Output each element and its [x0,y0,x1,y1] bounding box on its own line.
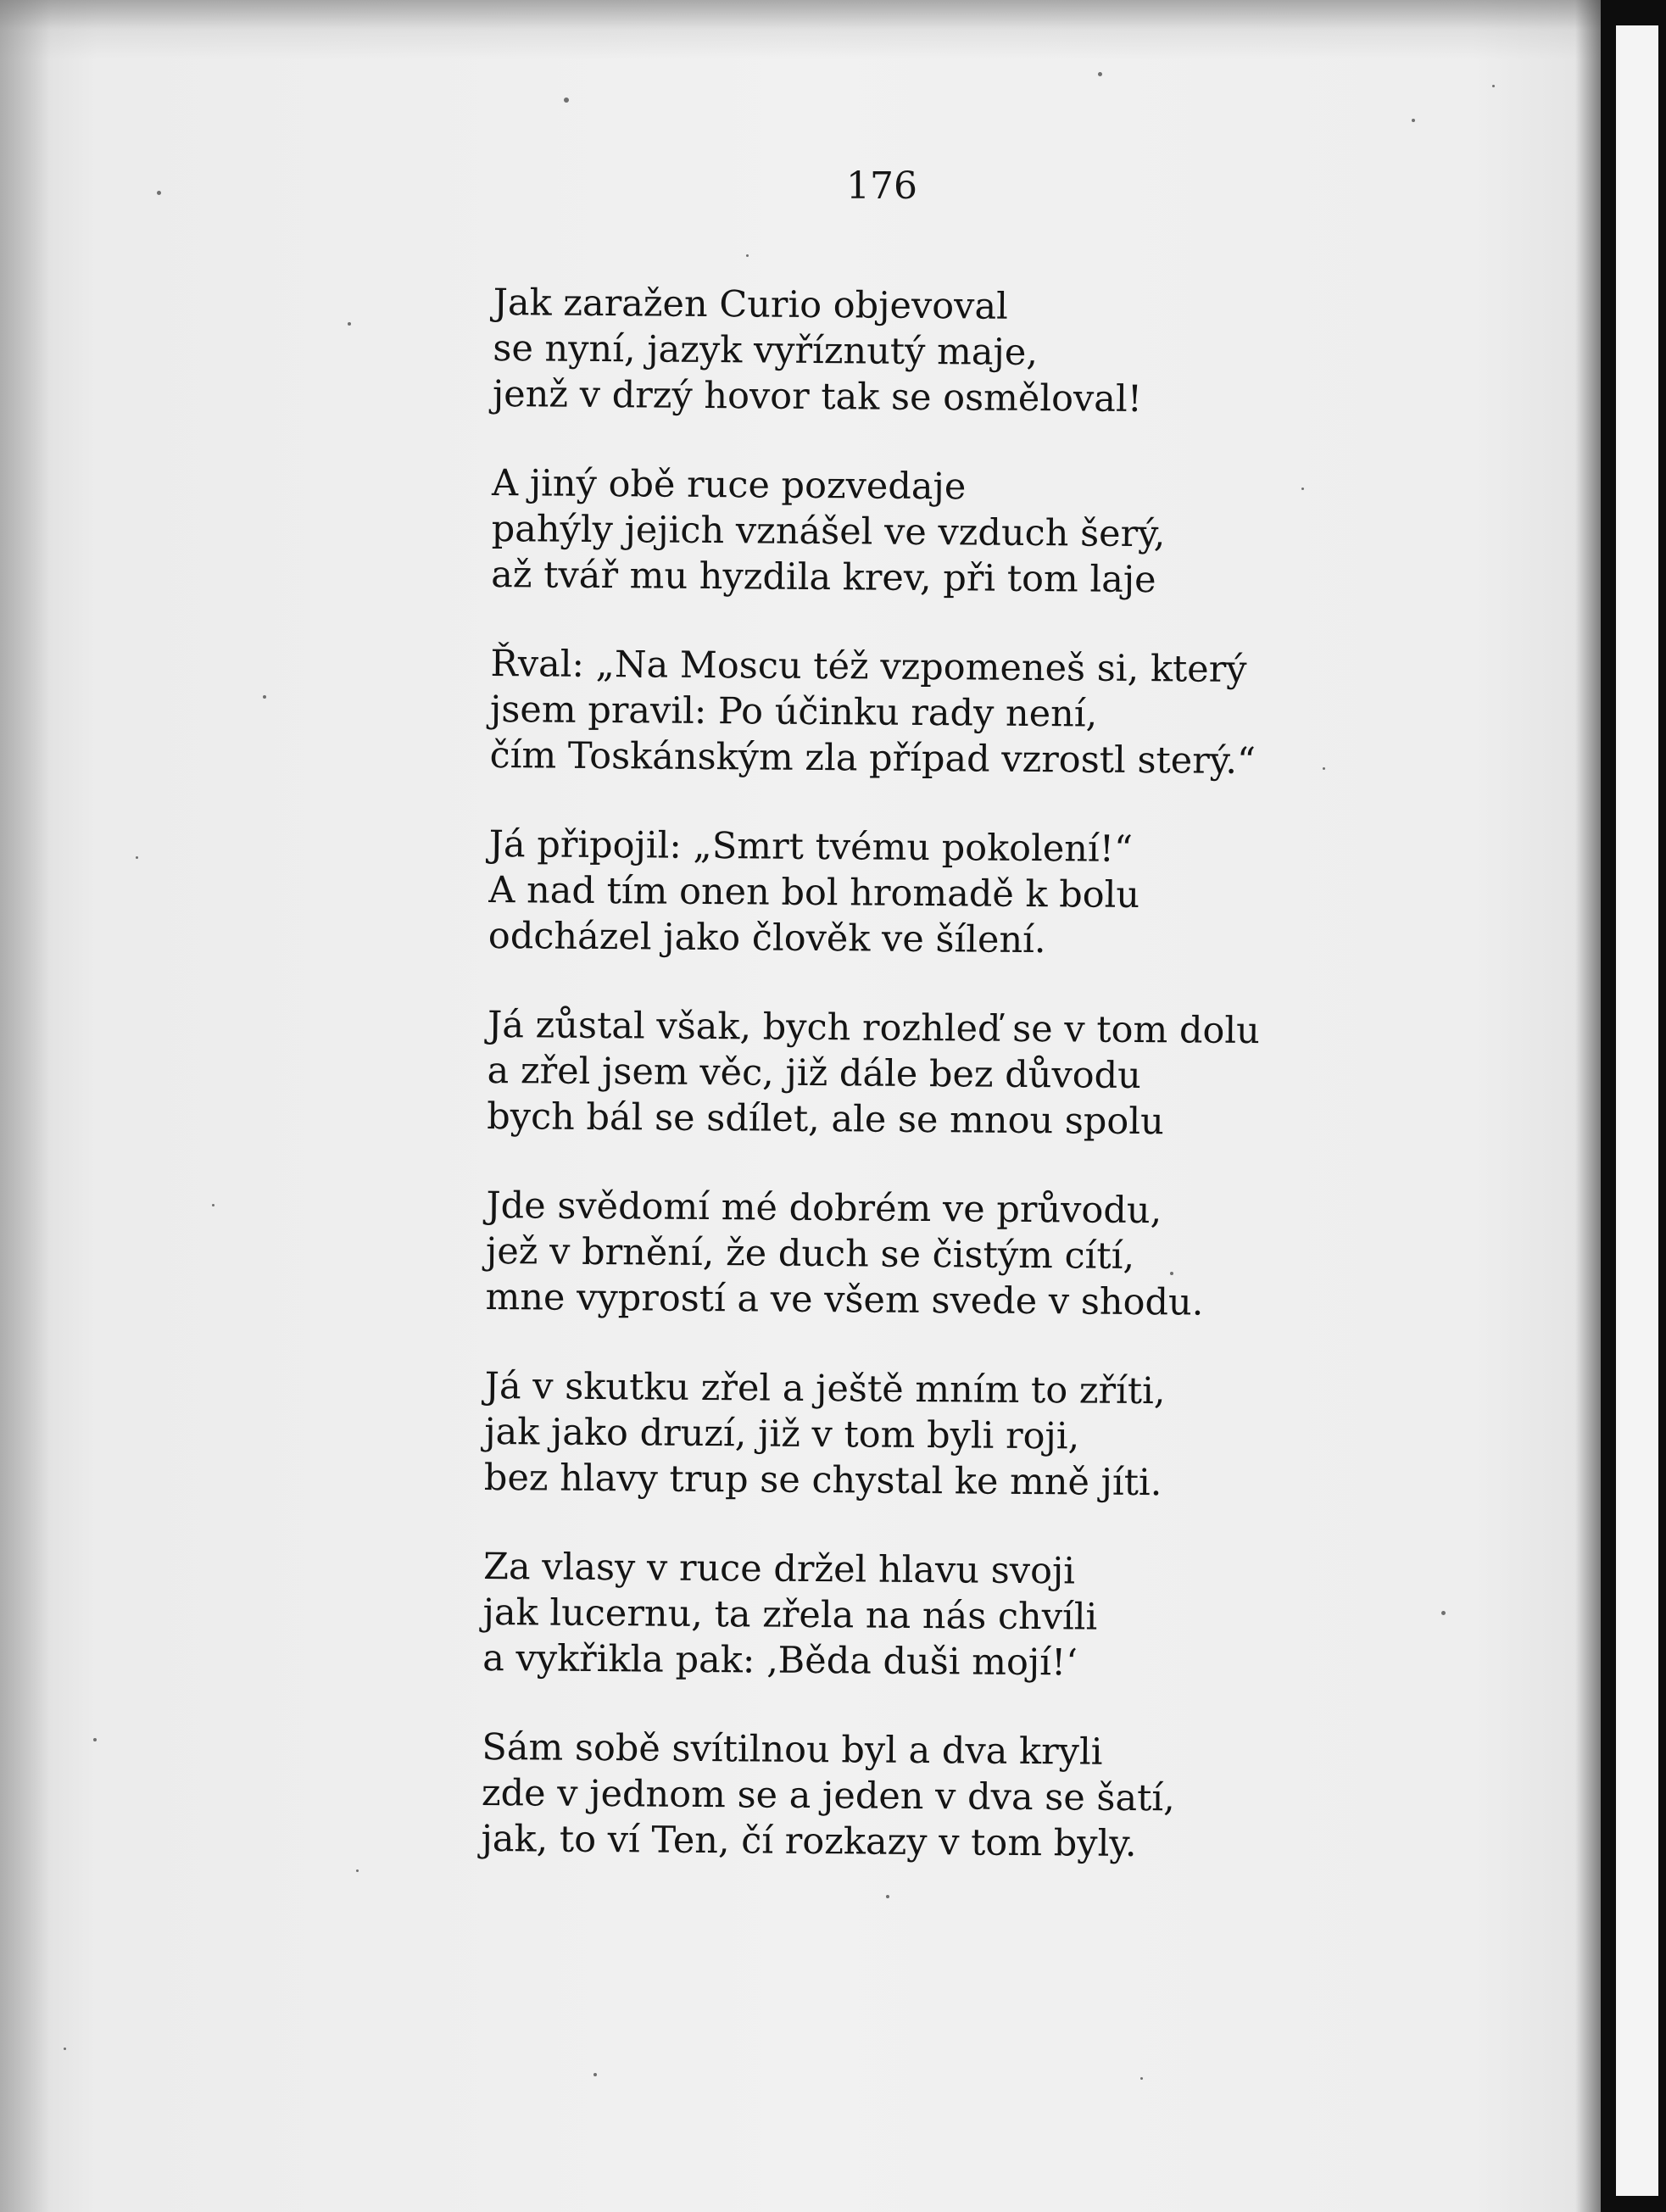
stanza [487,1002,1260,1145]
verse-line: bez hlavy trup se chystal ke mně jíti. [483,1456,1162,1505]
binding-shadow [1575,0,1601,2212]
dust-speck [1441,1611,1446,1615]
dust-speck [564,98,569,103]
verse-line: jak lucernu, ta zřela na nás chvíli [482,1591,1098,1639]
verse-line: jenž v drzý hovor tak se osměloval! [492,372,1143,421]
verse-line: mne vyprostí a ve všem svede v shodu. [485,1275,1204,1324]
dust-speck [93,1738,97,1741]
verse-line: a zřel jsem věc, již dále bez důvodu [487,1049,1142,1098]
dust-speck [1140,2077,1143,2080]
verse-line: bych bál se sdílet, ale se mnou spolu [487,1095,1164,1144]
verse-line: Jak zaražen Curio objevoval [493,281,1009,328]
next-page-edge [1616,25,1658,2196]
verse-line: Já připojil: „Smrt tvému pokolení!“ [488,822,1134,871]
verse-line: pahýly jejich vznášel ve vzduch šerý, [491,507,1166,556]
verse-line: A nad tím onen bol hromadě k bolu [488,868,1140,917]
stanza [493,280,1266,423]
verse-line: Já zůstal však, bych rozhleď se v tom dolu [487,1003,1261,1053]
verse-line: čím Toskánským zla případ vzrostl sterý.“ [489,733,1256,783]
stanza [482,1544,1256,1687]
verse-line: jak, to ví Ten, čí rozkazy v tom byly. [481,1817,1137,1866]
verse-line: a vykřikla pak: ‚Běda duši mojí!‘ [482,1636,1078,1685]
dust-speck [136,856,138,859]
stanza [484,1363,1257,1507]
dust-speck [356,1869,359,1872]
dust-speck [1412,119,1415,122]
verse-line: zde v jednom se a jeden v dva se šatí, [481,1771,1176,1820]
dust-speck [64,2048,66,2050]
verse-line: až tvář mu hyzdila krev, při tom laje [491,553,1156,602]
stanza [491,460,1264,604]
verse-line: jak jako druzí, již v tom byli roji, [484,1410,1080,1458]
dust-speck [263,695,266,699]
left-edge-shadow [0,0,51,2212]
top-edge-shadow [0,0,1601,59]
verse-line: Řval: „Na Moscu též vzpomeneš si, který [490,642,1247,691]
verse-line: se nyní, jazyk vyříznutý maje, [493,326,1039,375]
verse-line: Sám sobě svítilnou byl a dva kryli [482,1725,1103,1774]
verse-line: Za vlasy v ruce držel hlavu svoji [482,1545,1076,1593]
dust-speck [1323,767,1325,770]
verse-line: jež v brnění, že duch se čistým cítí, [485,1229,1135,1278]
verse-line: A jiný obě ruce pozvedaje [491,461,967,509]
verse-line: jsem pravil: Po účinku rady není, [489,688,1098,736]
dust-speck [1301,488,1304,490]
dust-speck [593,2073,597,2076]
dust-speck [212,1204,215,1206]
dust-speck [1492,85,1495,87]
dust-speck [746,254,749,257]
verse-line: odcházel jako člověk ve šílení. [488,914,1046,962]
poem-text [481,280,1266,1911]
page-number: 176 [846,164,917,208]
verse-line: Já v skutku zřel a ještě mním to zříti, [484,1364,1166,1413]
stanza [485,1183,1258,1326]
stanza [481,1724,1254,1868]
dust-speck [1098,72,1102,76]
stanza [489,641,1262,784]
verse-line: Jde svědomí mé dobrém ve průvodu, [486,1184,1162,1233]
stanza [488,822,1262,965]
dust-speck [348,322,351,326]
